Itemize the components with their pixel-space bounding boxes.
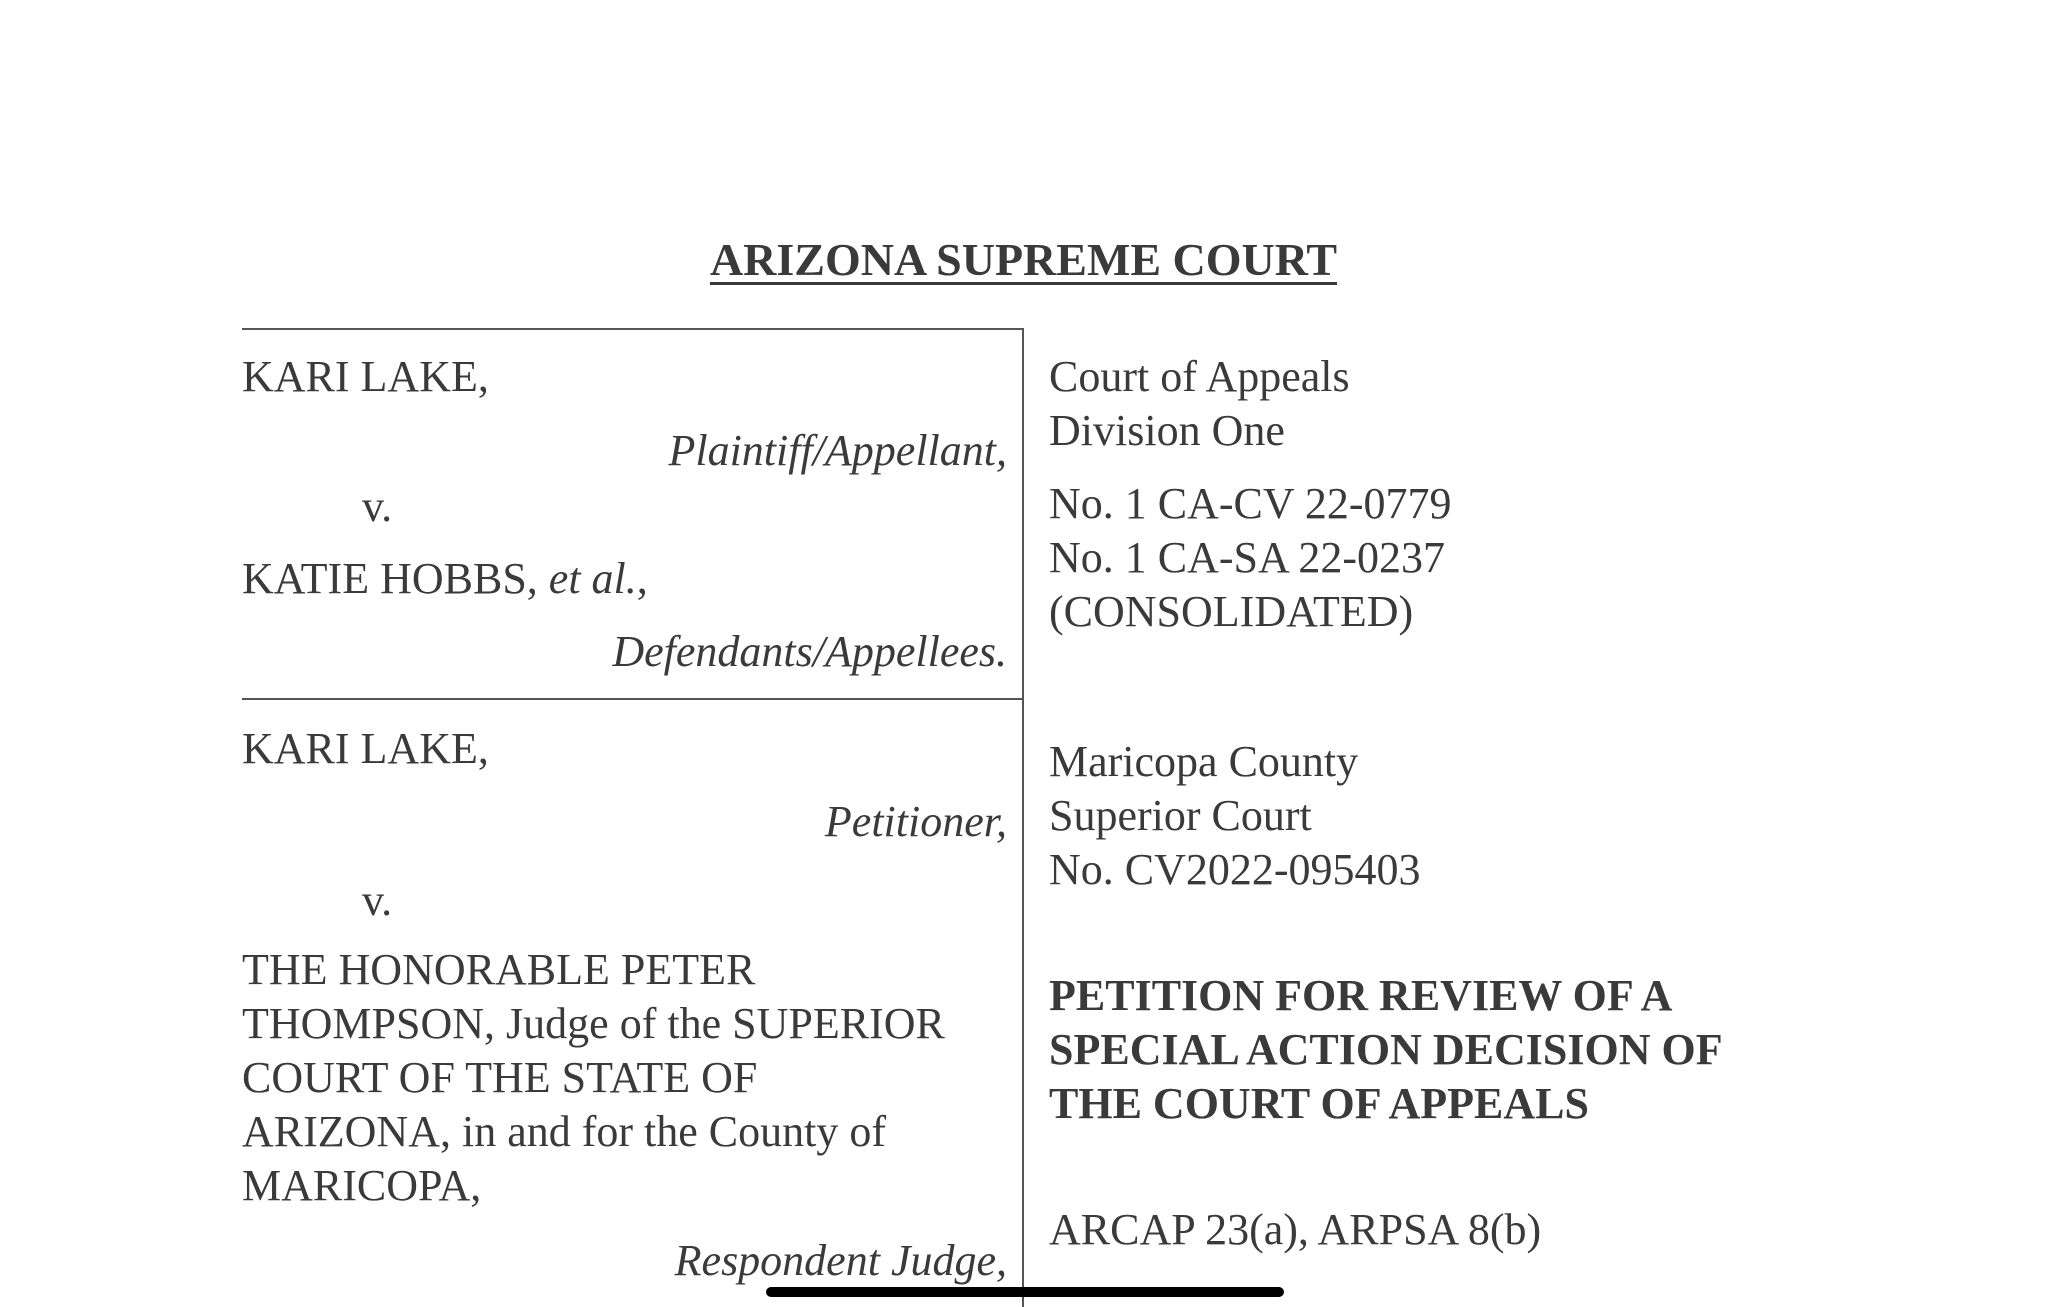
defendant-comma: , — [636, 554, 648, 603]
appeal-case-no2: No. 1 CA-SA 22-0237 — [1049, 533, 1446, 582]
petition-rules: ARCAP 23(a), ARPSA 8(b) — [1049, 1205, 1542, 1254]
respondent-line: THOMPSON, Judge of the SUPERIOR — [242, 999, 945, 1048]
respondent-role: Respondent Judge, — [674, 1236, 1007, 1285]
petition-title-line: SPECIAL ACTION DECISION OF — [1049, 1025, 1723, 1074]
superior-line2: Superior Court — [1049, 791, 1312, 840]
versus-1: v. — [362, 482, 393, 531]
plaintiff-name: KARI LAKE, — [242, 352, 489, 401]
appeal-court-line1: Court of Appeals — [1049, 352, 1350, 401]
petition-title-line: THE COURT OF APPEALS — [1049, 1079, 1589, 1128]
versus-2: v. — [362, 876, 393, 925]
petitioner-name: KARI LAKE, — [242, 724, 489, 773]
defendant-name — [242, 552, 648, 606]
home-indicator-bar[interactable] — [766, 1287, 1284, 1297]
plaintiff-role: Plaintiff/Appellant, — [668, 426, 1007, 475]
respondent-line: COURT OF THE STATE OF — [242, 1053, 758, 1102]
caption-top-rule — [242, 328, 1024, 330]
appeal-court-line2: Division One — [1049, 406, 1285, 455]
petition-title-line: PETITION FOR REVIEW OF A — [1049, 971, 1673, 1020]
respondent-line: MARICOPA, — [242, 1161, 482, 1210]
court-title: ARIZONA SUPREME COURT — [709, 234, 1338, 285]
petitioner-role: Petitioner, — [824, 797, 1007, 846]
caption-vertical-rule — [1022, 328, 1024, 1307]
respondent-line: THE HONORABLE PETER — [242, 945, 756, 994]
caption-middle-rule — [242, 698, 1024, 700]
defendant-role: Defendants/Appellees. — [612, 627, 1007, 676]
respondent-line: ARIZONA, in and for the County of — [242, 1107, 887, 1156]
defendant-name-text: KATIE HOBBS, — [242, 554, 538, 603]
appeal-consolidated: (CONSOLIDATED) — [1049, 587, 1414, 636]
superior-line1: Maricopa County — [1049, 737, 1359, 786]
appeal-case-no1: No. 1 CA-CV 22-0779 — [1049, 479, 1452, 528]
defendant-et-al: et al. — [548, 554, 637, 603]
superior-line3: No. CV2022-095403 — [1049, 845, 1421, 894]
